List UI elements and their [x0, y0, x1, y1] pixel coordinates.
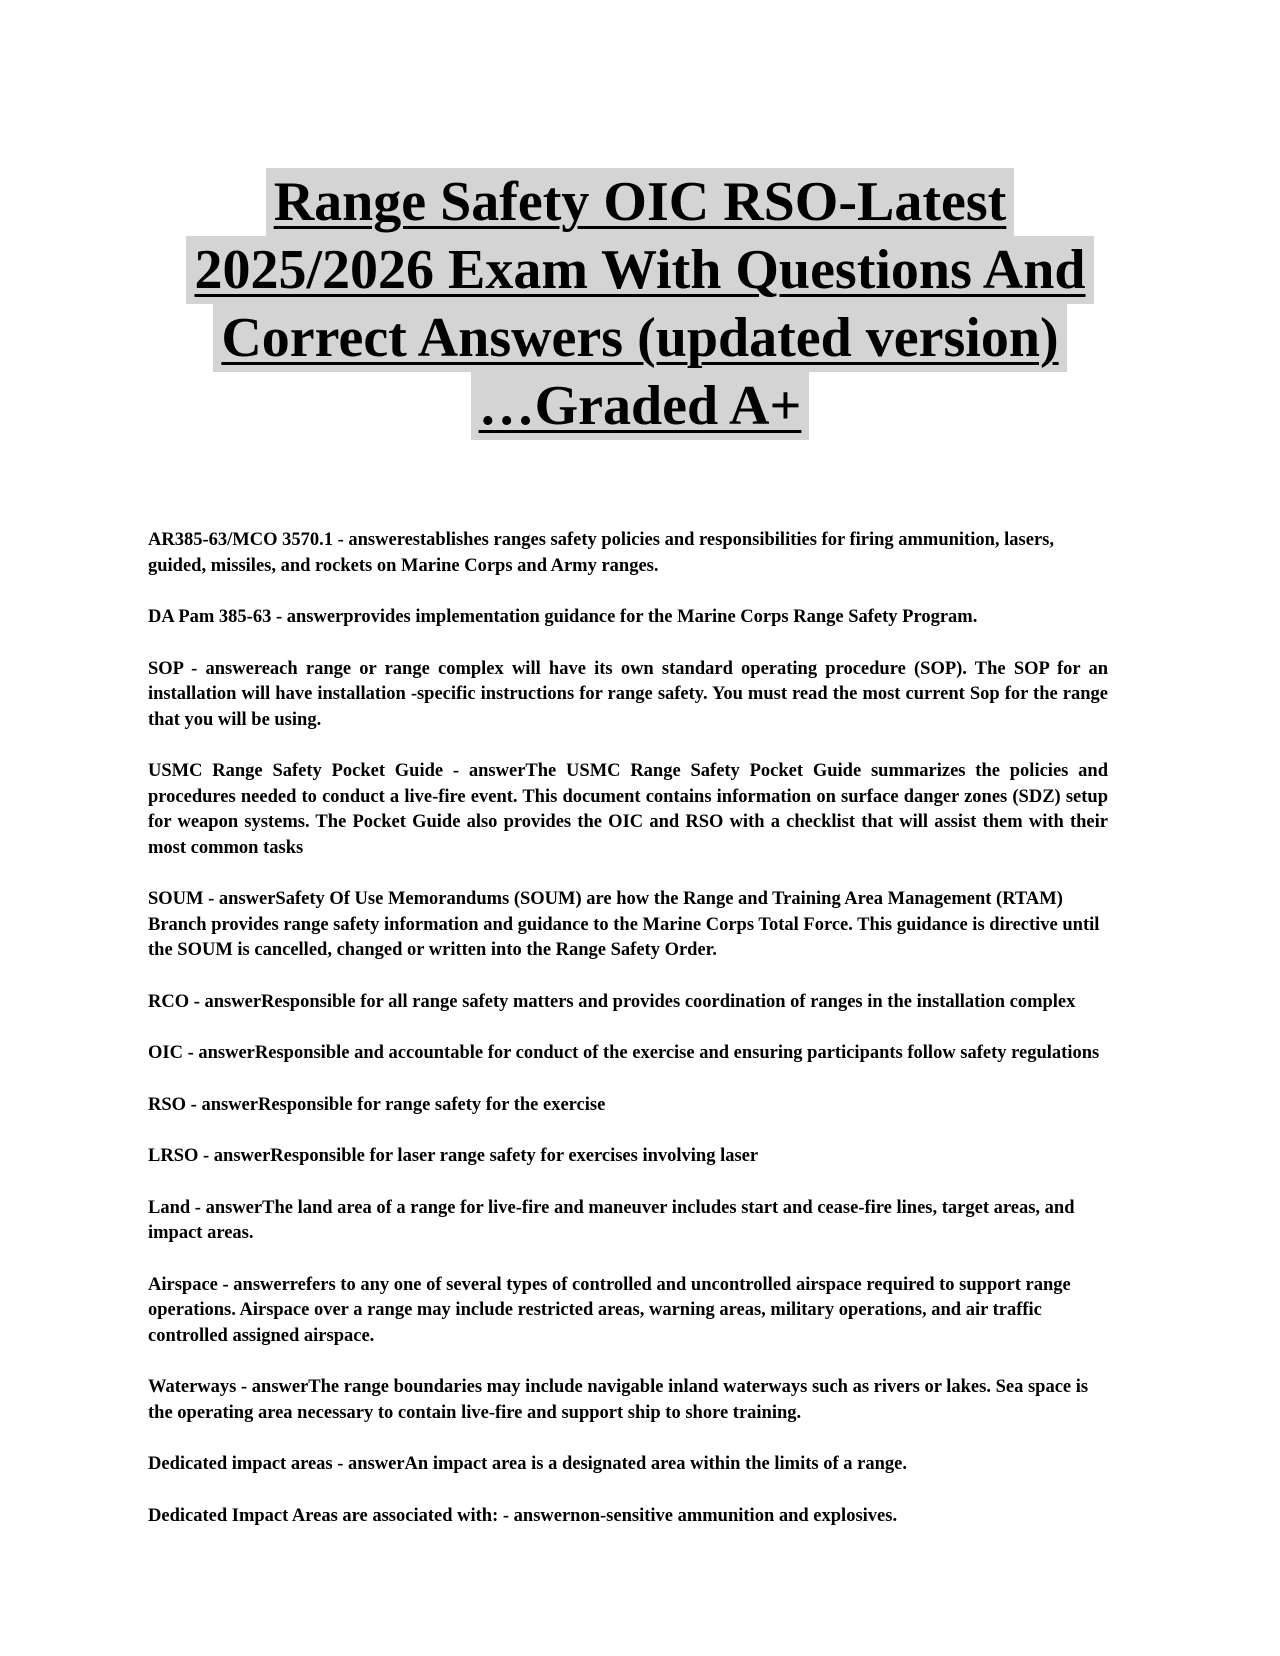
title-line-1: Range Safety OIC RSO-Latest	[266, 168, 1015, 236]
qa-entry-oic: OIC - answerResponsible and accountable for conduct of the exercise and ensuring participants follow safety regulations	[148, 1043, 1100, 1063]
qa-entry-rso: RSO - answerResponsible for range safety for the exercise	[148, 1094, 606, 1115]
qa-list	[148, 528, 1108, 1555]
qa-entry-land: Land - answerThe land area of a range for live-fire and maneuver includes start and cease-fire lines, target areas, and impact areas.	[148, 1197, 1075, 1243]
qa-entry-rco: RCO - answerResponsible for all range safety matters and provides coordination of ranges in the installation complex	[148, 991, 1076, 1012]
qa-entry-ar385: AR385-63/MCO 3570.1 - answerestablishes ranges safety policies and responsibilities for firing ammunition, lasers, guided, missiles, and rockets on Marine Corps and Army ranges.	[148, 530, 1054, 576]
qa-entry-da-pam: DA Pam 385-63 - answerprovides implementation guidance for the Marine Corps Range Safety Program.	[148, 607, 978, 627]
qa-entry-lrso: LRSO - answerResponsible for laser range safety for exercises involving laser	[148, 1146, 759, 1166]
title-line-3: Correct Answers (updated version)	[213, 304, 1066, 372]
title-line-4: …Graded A+	[471, 372, 810, 440]
qa-entry-dedicated-impact-areas: Dedicated impact areas - answerAn impact area is a designated area within the limits of a range.	[148, 1454, 907, 1474]
qa-entry-impact-areas-associated: Dedicated Impact Areas are associated with: - answernon-sensitive ammunition and explosives.	[148, 1505, 898, 1526]
qa-entry-pocket-guide: USMC Range Safety Pocket Guide - answerThe USMC Range Safety Pocket Guide summarizes the policies and procedures needed to conduct a live-fire event. This document contains information on surface danger zones (SDZ) setup for weapon systems. The Pocket Guide also provides the OIC and RSO with a checklist that will assist them with their most common tasks	[148, 761, 1108, 858]
title-line-2: 2025/2026 Exam With Questions And	[186, 236, 1093, 304]
qa-entry-sop: SOP - answereach range or range complex will have its own standard operating procedure (SOP). The SOP for an installation will have installation -specific instructions for range safety. You must read the most current Sop for the range that you will be using.	[148, 658, 1108, 730]
qa-entry-waterways: Waterways - answerThe range boundaries may include navigable inland waterways such as rivers or lakes. Sea space is the operating area necessary to contain live-fire and support ship to shore training.	[148, 1377, 1089, 1423]
qa-entry-soum: SOUM - answerSafety Of Use Memorandums (SOUM) are how the Range and Training Area Management (RTAM) Branch provides range safety information and guidance to the Marine Corps Total Force. This guidance is directive until the SOUM is cancelled, changed or written into the Range Safety Order.	[148, 889, 1100, 960]
qa-entry-airspace: Airspace - answerrefers to any one of several types of controlled and uncontrolled airspace required to support range operations. Airspace over a range may include restricted areas, warning areas, military operations, and air traffic controlled assigned airspace.	[148, 1274, 1071, 1346]
document-title	[100, 168, 1180, 440]
